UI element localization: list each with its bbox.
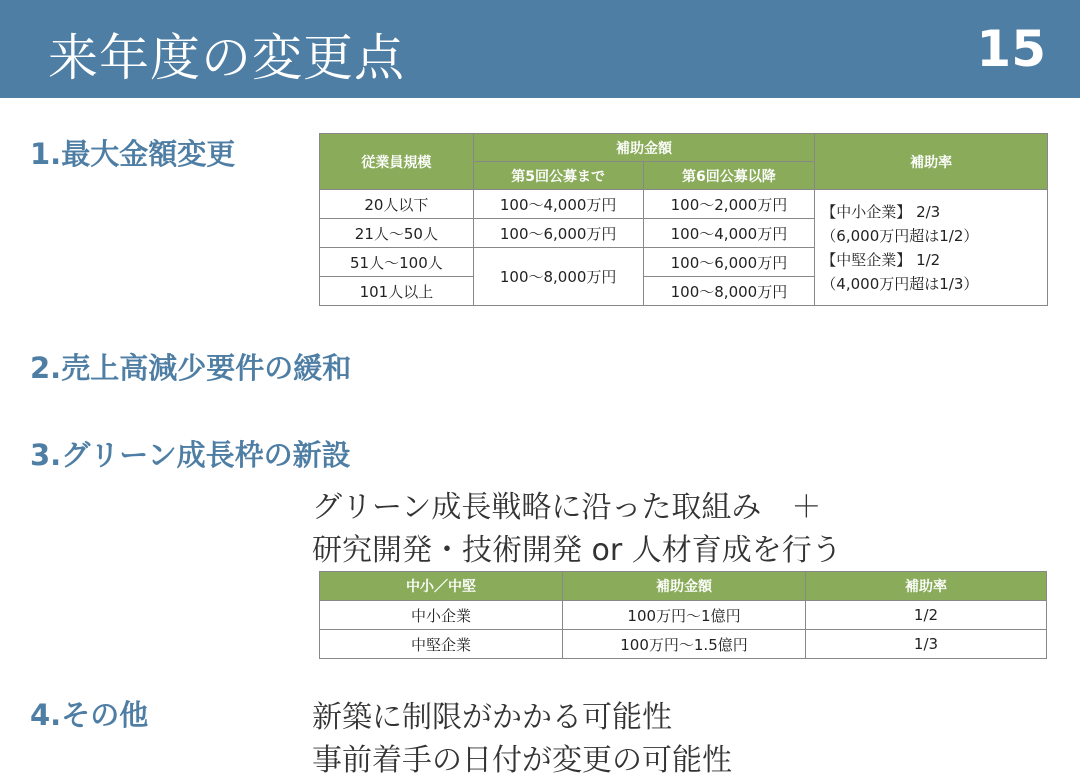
header-round5: 第5回公募まで — [473, 162, 643, 190]
rate-line: （4,000万円超は1/3） — [821, 274, 979, 293]
slide-header — [0, 0, 1080, 98]
header-employees: 従業員規模 — [320, 134, 474, 190]
header-company-type: 中小／中堅 — [320, 572, 563, 601]
other-line-2: 事前着手の日付が変更の可能性 — [312, 743, 732, 778]
green-description-line-1: グリーン成長戦略に沿った取組み ＋ — [312, 490, 822, 525]
header-round6: 第6回公募以降 — [643, 162, 815, 190]
max-amount-table — [319, 133, 1048, 306]
header-rate: 補助率 — [815, 134, 1048, 190]
table-row — [320, 601, 1047, 630]
page-number: 15 — [976, 20, 1046, 78]
table-row — [320, 630, 1047, 659]
section-4-heading: 4.その他 — [30, 698, 149, 732]
header-amount: 補助金額 — [473, 134, 815, 162]
section-3-heading: 3.グリーン成長枠の新設 — [30, 438, 351, 472]
amount-cell: 100万円～1.5億円 — [563, 630, 806, 659]
rate-line: 【中堅企業】 1/2 — [821, 250, 941, 269]
round6-amount-cell: 100～2,000万円 — [643, 190, 815, 219]
round6-amount-cell: 100～8,000万円 — [643, 277, 815, 306]
green-description-line-2: 研究開発・技術開発 or 人材育成を行う — [312, 533, 842, 568]
company-type-cell: 中堅企業 — [320, 630, 563, 659]
amount-cell: 100万円～1億円 — [563, 601, 806, 630]
employee-size-cell: 21人～50人 — [320, 219, 474, 248]
header-rate: 補助率 — [806, 572, 1047, 601]
employee-size-cell: 101人以上 — [320, 277, 474, 306]
table-row — [320, 190, 1048, 219]
rate-cell: 1/3 — [806, 630, 1047, 659]
round5-amount-cell: 100～8,000万円 — [473, 248, 643, 306]
round5-amount-cell: 100～4,000万円 — [473, 190, 643, 219]
header-amount: 補助金額 — [563, 572, 806, 601]
other-line-1: 新築に制限がかかる可能性 — [312, 700, 672, 735]
company-type-cell: 中小企業 — [320, 601, 563, 630]
rate-line: 【中小企業】 2/3 — [821, 202, 941, 221]
round5-amount-cell: 100～6,000万円 — [473, 219, 643, 248]
section-1-heading: 1.最大金額変更 — [30, 137, 236, 171]
slide-title: 来年度の変更点 — [48, 29, 405, 87]
rate-line: （6,000万円超は1/2） — [821, 226, 979, 245]
round6-amount-cell: 100～4,000万円 — [643, 219, 815, 248]
employee-size-cell: 20人以下 — [320, 190, 474, 219]
rate-cell — [815, 190, 1048, 306]
section-2-heading: 2.売上高減少要件の緩和 — [30, 351, 352, 385]
employee-size-cell: 51人～100人 — [320, 248, 474, 277]
green-frame-table — [319, 571, 1047, 659]
rate-cell: 1/2 — [806, 601, 1047, 630]
round6-amount-cell: 100～6,000万円 — [643, 248, 815, 277]
